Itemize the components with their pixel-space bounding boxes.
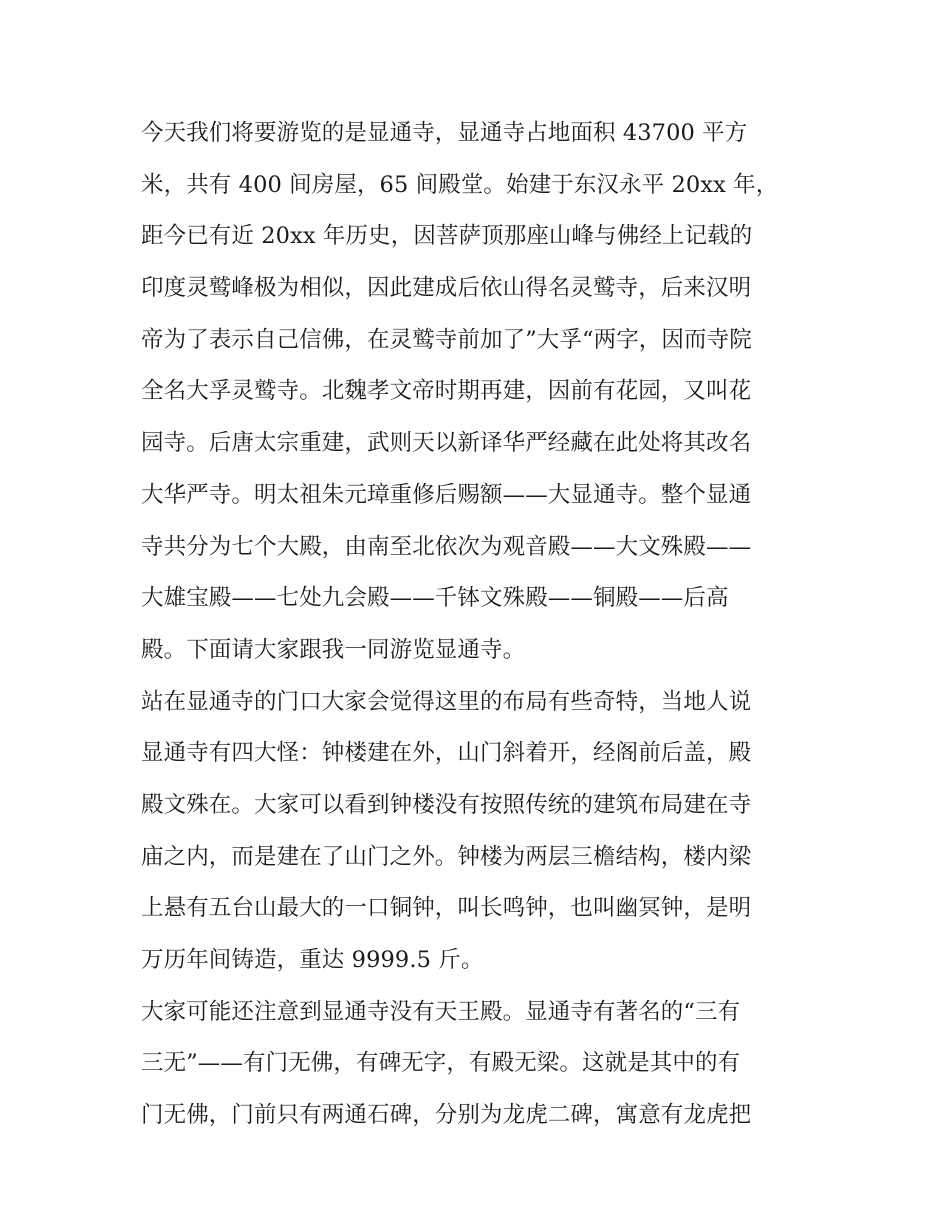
text-line: 显通寺有四大怪：钟楼建在外，山门斜着开，经阁前后盖，殿: [141, 740, 752, 767]
text-line: 庙之内，而是建在了山门之外。钟楼为两层三檐结构，楼内梁: [141, 843, 752, 870]
text-line: 大家可能还注意到显通寺没有天王殿。显通寺有著名的“三有: [141, 998, 741, 1025]
text-line: 帝为了表示自己信佛，在灵鹫寺前加了”大孚“两字，因而寺院: [141, 326, 752, 353]
text-line: 寺共分为七个大殿，由南至北依次为观音殿——大文殊殿——: [141, 533, 752, 560]
text-line: 门无佛，门前只有两通石碑，分别为龙虎二碑，寓意有龙虎把: [141, 1102, 752, 1129]
text-line: 今天我们将要游览的是显通寺，显通寺占地面积 43700 平方: [141, 120, 748, 146]
text-line: 大华严寺。明太祖朱元璋重修后赐额——大显通寺。整个显通: [141, 481, 752, 508]
text-line: 距今已有近 20xx 年历史，因菩萨顶那座山峰与佛经上记载的: [141, 223, 753, 250]
text-line: 上悬有五台山最大的一口铜钟，叫长鸣钟，也叫幽冥钟，是明: [141, 895, 752, 922]
text-line: 全名大孚灵鹫寺。北魏孝文帝时期再建，因前有花园，又叫花: [141, 378, 752, 405]
text-line: 大雄宝殿——七处九会殿——千钵文殊殿——铜殿——后高: [141, 585, 729, 612]
text-line: 殿。下面请大家跟我一同游览显通寺。: [141, 636, 526, 663]
text-line: 万历年间铸造，重达 9999.5 斤。: [141, 947, 484, 973]
text-line: 园寺。后唐太宗重建，武则天以新译华严经藏在此处将其改名: [141, 430, 752, 457]
text-line: 站在显通寺的门口大家会觉得这里的布局有些奇特，当地人说: [141, 688, 752, 715]
text-line: 殿文殊在。大家可以看到钟楼没有按照传统的建筑布局建在寺: [141, 791, 752, 818]
text-line: 印度灵鹫峰极为相似，因此建成后依山得名灵鹫寺，后来汉明: [141, 275, 752, 302]
document-body: [141, 108, 813, 1142]
text-line: 米，共有 400 间房屋，65 间殿堂。始建于东汉永平 20xx 年，: [141, 171, 779, 198]
text-line: 三无”——有门无佛，有碑无字，有殿无梁。这就是其中的有: [141, 1050, 741, 1077]
